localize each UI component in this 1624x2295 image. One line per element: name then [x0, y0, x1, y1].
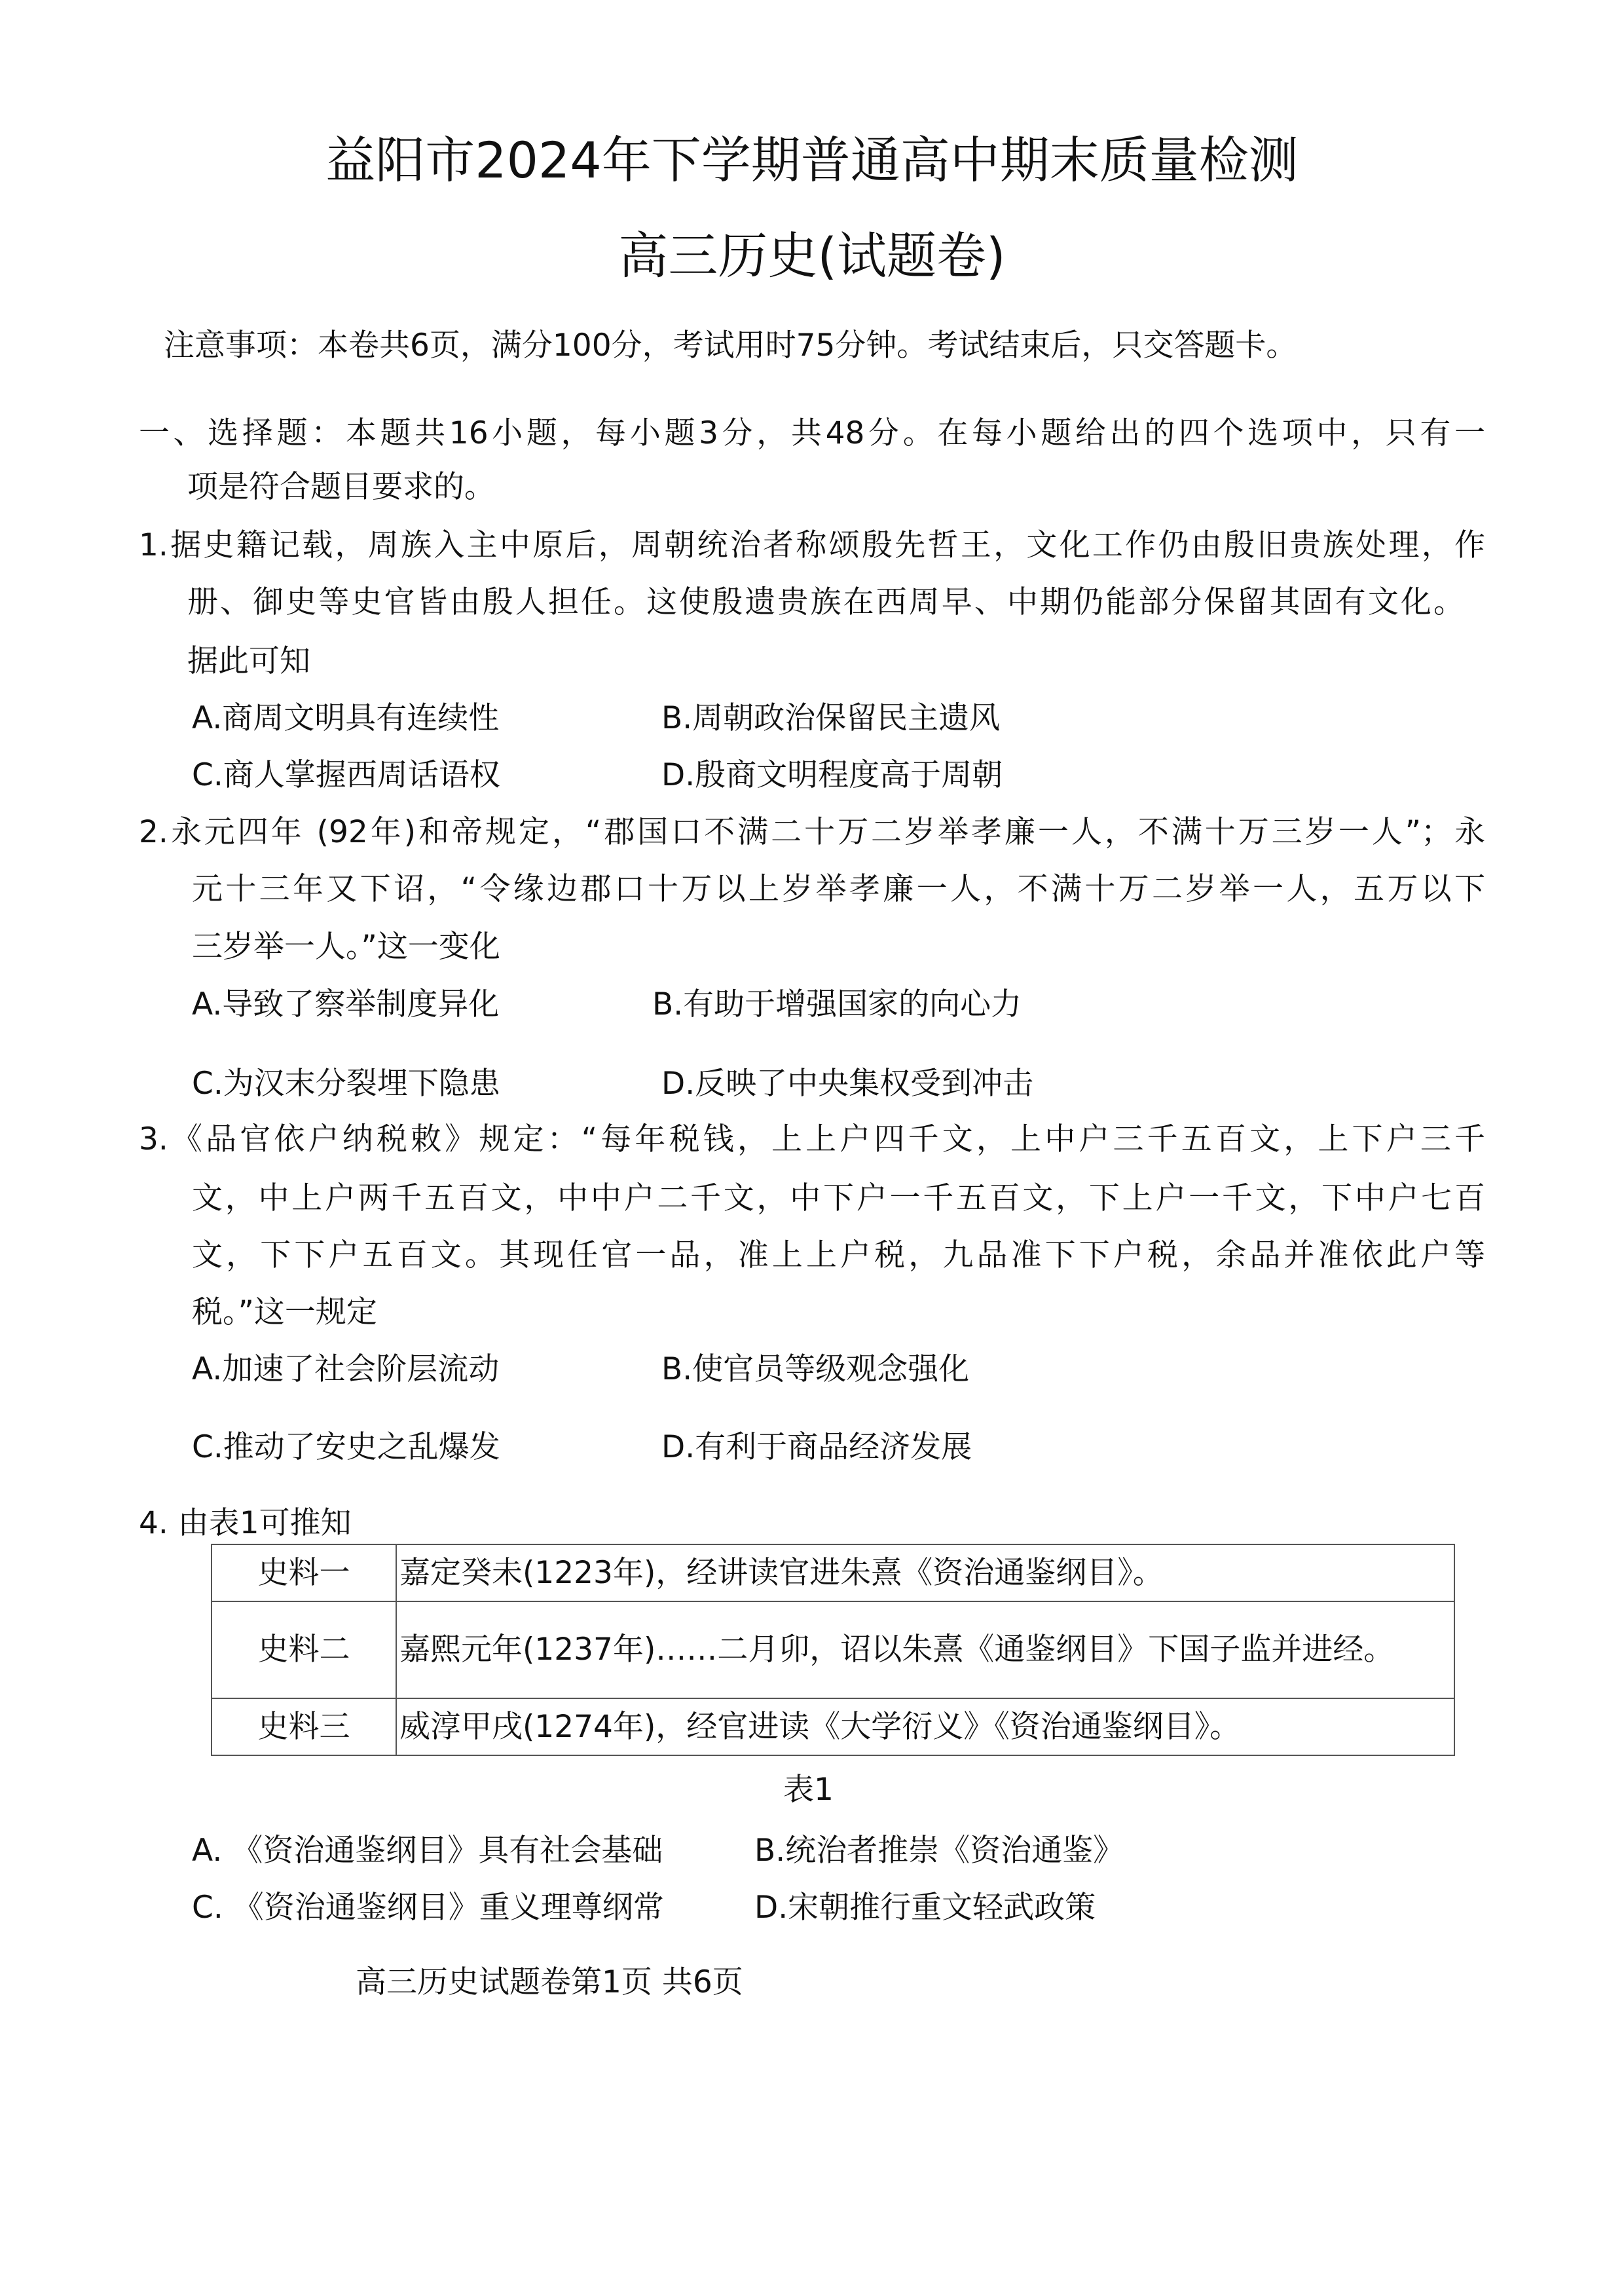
exam-subtitle: 高三历史(试题卷) [618, 227, 1006, 285]
q3-option-a: A.加速了社会阶层流动 [192, 1351, 500, 1387]
q2-stem: 2.永元四年 (92年)和帝规定，“郡国口不满二十万二岁举孝廉一人，不满十万三岁一人”；永 [139, 814, 1485, 850]
q3-option-b: B.使官员等级观念强化 [661, 1351, 970, 1387]
q4-option-c: C. 《资治通鉴纲目》重义理尊纲常 [192, 1890, 664, 1926]
page-footer: 高三历史试题卷第1页 共6页 [356, 1964, 743, 2000]
table-row-text: 嘉熙元年(1237年)……二月卯，诏以朱熹《通鉴纲目》下国子监并进经。 [396, 1601, 1454, 1698]
table-row-label: 史料一 [212, 1544, 396, 1601]
q1-stem: 据此可知 [187, 643, 310, 679]
q1-option-d: D.殷商文明程度高于周朝 [661, 757, 1003, 793]
q1-option-b: B.周朝政治保留民主遗风 [661, 700, 1001, 736]
q3-stem: 3.《品官依户纳税敕》规定：“每年税钱，上上户四千文，上中户三千五百文，上下户三千 [139, 1121, 1485, 1157]
q4-option-a: A. 《资治通鉴纲目》具有社会基础 [192, 1833, 663, 1869]
source-table [211, 1544, 1455, 1756]
table-row-text: 嘉定癸未(1223年)，经讲读官进朱熹《资治通鉴纲目》。 [396, 1544, 1454, 1601]
q4-stem: 4. 由表1可推知 [139, 1505, 352, 1541]
q1-stem: 1.据史籍记载，周族入主中原后，周朝统治者称颂殷先哲王，文化工作仍由殷旧贵族处理，作 [139, 527, 1485, 563]
table-caption: 表1 [783, 1772, 834, 1808]
q4-option-d: D.宋朝推行重文轻武政策 [754, 1890, 1096, 1926]
table-row-text: 威淳甲戌(1274年)，经官进读《大学衍义》《资治通鉴纲目》。 [396, 1698, 1454, 1755]
q2-option-d: D.反映了中央集权受到冲击 [661, 1066, 1034, 1102]
q2-stem: 元十三年又下诏，“令缘边郡口十万以上岁举孝廉一人，不满十万二岁举一人，五万以下 [192, 871, 1485, 907]
table-row [212, 1698, 1454, 1755]
q2-stem: 三岁举一人。”这一变化 [192, 929, 500, 965]
q3-stem: 文，中上户两千五百文，中中户二千文，中下户一千五百文，下上户一千文，下中户七百 [192, 1180, 1485, 1216]
q2-option-c: C.为汉末分裂埋下隐患 [192, 1066, 500, 1102]
q1-stem: 册、御史等史官皆由殷人担任。这使殷遗贵族在西周早、中期仍能部分保留其固有文化。 [187, 584, 1464, 620]
q2-option-b: B.有助于增强国家的向心力 [652, 986, 1022, 1022]
table-row-label: 史料二 [212, 1601, 396, 1698]
q3-stem: 税。”这一规定 [192, 1294, 377, 1330]
q3-option-d: D.有利于商品经济发展 [661, 1429, 972, 1465]
section-heading-cont: 项是符合题目要求的。 [187, 469, 495, 505]
notice: 注意事项：本卷共6页，满分100分，考试用时75分钟。考试结束后，只交答题卡。 [164, 327, 1297, 364]
table-row [212, 1601, 1454, 1698]
table-row-label: 史料三 [212, 1698, 396, 1755]
q1-option-c: C.商人掌握西周话语权 [192, 757, 500, 793]
table-row [212, 1544, 1454, 1601]
q4-option-b: B.统治者推崇《资治通鉴》 [754, 1833, 1124, 1869]
exam-title: 益阳市2024年下学期普通高中期末质量检测 [325, 131, 1299, 189]
q3-option-c: C.推动了安史之乱爆发 [192, 1429, 500, 1465]
q3-stem: 文，下下户五百文。其现任官一品，准上上户税，九品准下下户税，余品并准依此户等 [192, 1237, 1485, 1273]
section-heading: 一、选择题：本题共16小题，每小题3分，共48分。在每小题给出的四个选项中，只有一 [139, 415, 1485, 451]
q1-option-a: A.商周文明具有连续性 [192, 700, 500, 736]
q2-option-a: A.导致了察举制度异化 [192, 986, 500, 1022]
